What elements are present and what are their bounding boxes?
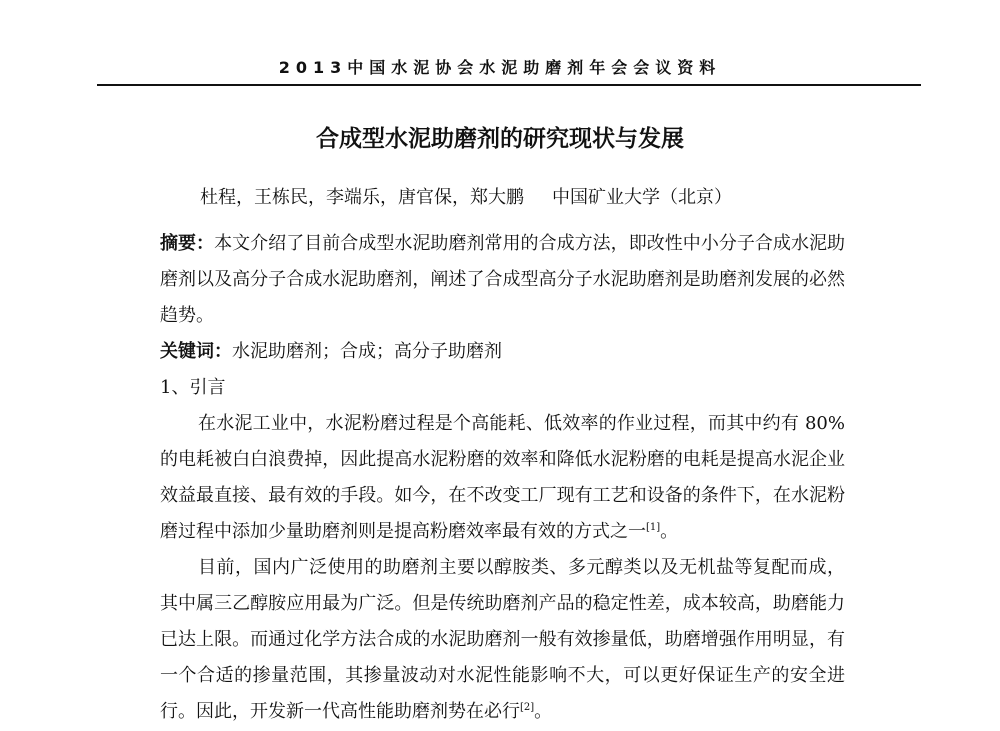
abstract-text: 本文介绍了目前合成型水泥助磨剂常用的合成方法，即改性中小分子合成水泥助磨剂以及高分子合成水泥助磨剂，阐述了合成型高分子水泥助磨剂是助磨剂发展的必然趋势。 xyxy=(160,233,846,326)
paragraph-2 xyxy=(160,550,845,730)
citation-2: [2] xyxy=(520,702,535,713)
keywords-label: 关键词： xyxy=(160,341,232,362)
keywords-text: 水泥助磨剂；合成；高分子助磨剂 xyxy=(232,341,502,362)
header-rule xyxy=(97,84,921,86)
abstract xyxy=(160,226,845,334)
keywords xyxy=(160,334,845,370)
paper-body xyxy=(160,226,845,730)
citation-1: [1] xyxy=(646,522,661,533)
paragraph-1-end: 。 xyxy=(660,521,679,542)
author-affiliation: 中国矿业大学（北京） xyxy=(552,187,732,208)
paragraph-2-end: 。 xyxy=(534,701,553,722)
paragraph-1 xyxy=(160,406,845,550)
section-heading: 1、引言 xyxy=(160,377,226,398)
paper-title: 合成型水泥助磨剂的研究现状与发展 xyxy=(316,126,684,152)
paragraph-1-text: 在水泥工业中，水泥粉磨过程是个高能耗、低效率的作业过程，而其中约有 80%的电耗被白白浪费掉，因此提高水泥粉磨的效率和降低水泥粉磨的电耗是提高水泥企业效益最直接、最有效的手段。如今，在不改变工厂现有工艺和设备的条件下，在水泥粉磨过程中添加少量助磨剂则是提高粉磨效率最有效的方式之一 xyxy=(160,413,845,542)
conference-header: 2013中国水泥协会水泥助磨剂年会会议资料 xyxy=(278,58,722,77)
abstract-label: 摘要： xyxy=(160,233,215,254)
author-line xyxy=(200,183,732,209)
paragraph-2-text: 目前，国内广泛使用的助磨剂主要以醇胺类、多元醇类以及无机盐等复配而成，其中属三乙醇胺应用最为广泛。但是传统助磨剂产品的稳定性差，成本较高，助磨能力已达上限。而通过化学方法合成的水泥助磨剂一般有效掺量低，助磨增强作用明显，有一个合适的掺量范围，其掺量波动对水泥性能影响不大，可以更好保证生产的安全进行。因此，开发新一代高性能助磨剂势在必行 xyxy=(160,557,845,722)
author-names: 杜程，王栋民，李端乐，唐官保，郑大鹏 xyxy=(200,187,524,208)
